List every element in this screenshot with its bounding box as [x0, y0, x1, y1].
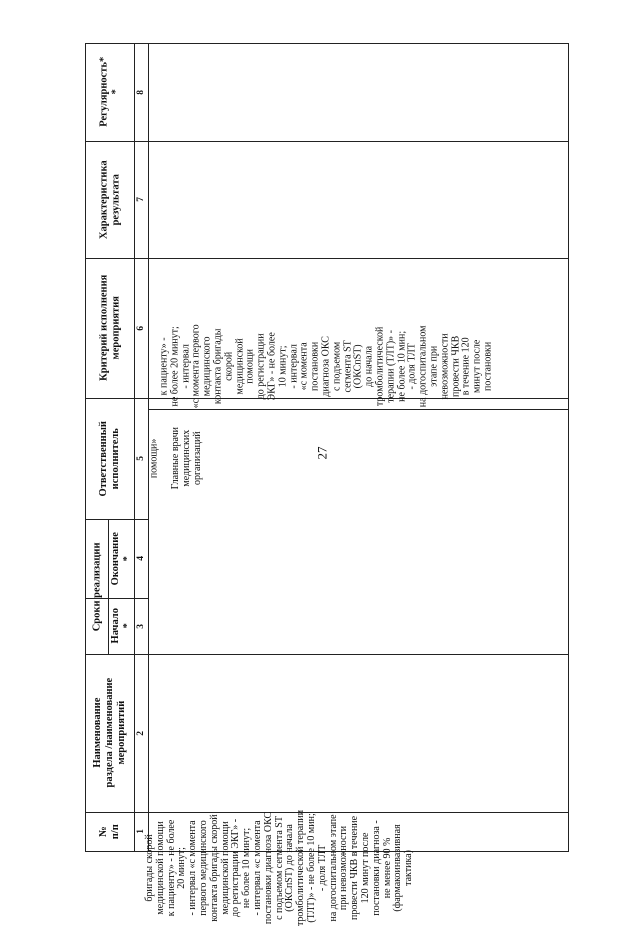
header-col5: Ответственный исполнитель — [98, 420, 122, 497]
header-group-srok: Сроки реализации — [91, 542, 103, 631]
header-col2: Наименование раздела /наименование мероприятий — [92, 678, 127, 788]
col-number-3: 3 — [136, 623, 147, 629]
col-number-4: 4 — [136, 556, 147, 561]
table-border-right — [568, 43, 569, 852]
cell-col2-text: бригады скорой медицинской помощи к пациенту» - не более 20 минут; - интервал «с момента первого медицинского контакта бригады скорой медицинской помощи до регистрации ЭКГ» - не более 10 минут; - интервал «с момента постановки диагноза ОКС с подъемом сегмента ST (ОКСпST) до начала тромболитической терапии (ТЛТ)» - не более 10 мин; - доля ТЛТ на догоспитальном этапе при невозможности провести ЧКВ в течение 120 минут после постановки диагноза - не менее 90 % (фармакоинвазивная тактика) — [144, 809, 415, 926]
header-col4: Окончание * — [109, 531, 133, 586]
cell-col5-top: помощи» — [148, 438, 160, 479]
page-number: 27 — [314, 446, 329, 460]
header-col6: Критерий исполнения мероприятия — [98, 274, 122, 382]
header-col1: № п/п — [98, 823, 121, 840]
col-number-5: 5 — [136, 456, 147, 461]
col-number-7: 7 — [136, 197, 147, 202]
header-col3: Начало * — [109, 608, 133, 644]
col-number-6: 6 — [136, 325, 147, 331]
col-divider — [85, 258, 569, 259]
cell-col7-text: к пациенту» - не более 20 минут; - интервал «с момента первого медицинского контакта бригады скорой медицинской помощи до регистрации ЭКГ» - не более 10 минут; - интервал «с момента постановки диагноза ОКС с подъемом сегмента ST (ОКСпST) до начала тромболитической терапии (ТЛТ)» - не более 10 мин; - доля ТЛТ на догоспитальном этапе при невозможности провести ЧКВ в течение 120 минут после постановки — [158, 324, 494, 409]
header-col8: Регулярность* * — [98, 56, 121, 128]
cell-col5-bottom: Главные врачи медицинских организаций — [169, 427, 203, 490]
col-number-2: 2 — [136, 730, 147, 736]
header-col7: Характеристика результата — [98, 160, 122, 239]
col-number-1: 1 — [136, 829, 147, 834]
col-number-8: 8 — [136, 89, 147, 95]
table-border-top — [85, 43, 569, 44]
